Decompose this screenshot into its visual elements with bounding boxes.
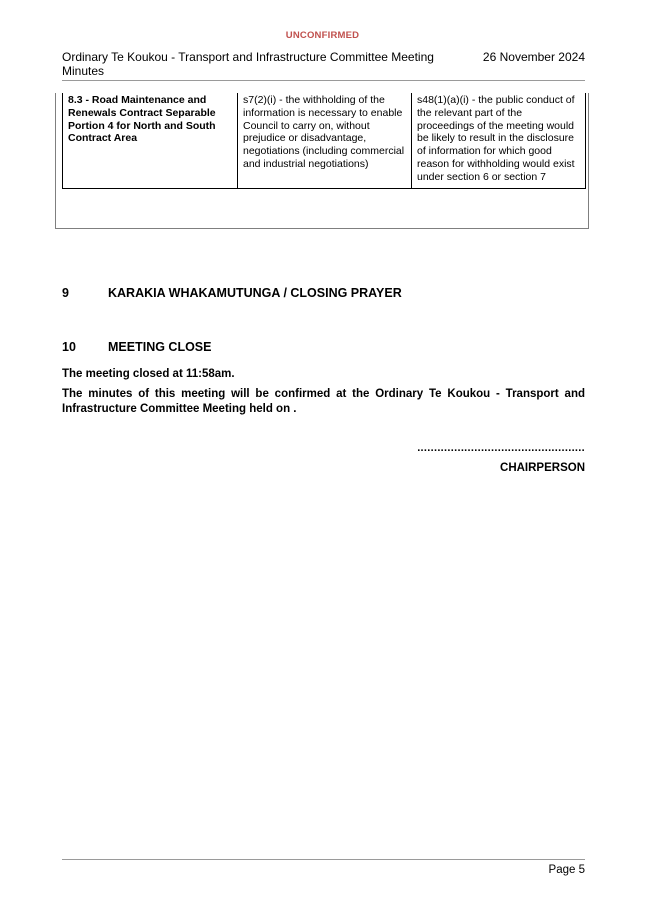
confirmation-text: The minutes of this meeting will be confirmed at the Ordinary Te Koukou - Transport and Infrastructure Committee Meeting held on .	[62, 388, 585, 415]
ground-cell: s48(1)(a)(i) - the public conduct of the relevant part of the proceedings of the meeting would be likely to result in the disclosure of information for which good reason for withholding would exist under section 6 or section 7	[412, 93, 586, 188]
header-title: Ordinary Te Koukou - Transport and Infrastructure Committee Meeting Minutes	[62, 50, 434, 78]
signature-line: ..................................................	[417, 442, 585, 454]
section-meeting-close	[62, 340, 211, 354]
meeting-closed-text: The meeting closed at 11:58am.	[62, 368, 235, 380]
footer-divider	[62, 859, 585, 860]
table-row	[63, 93, 586, 188]
page-number: Page 5	[548, 864, 585, 876]
section-closing-prayer	[62, 286, 402, 300]
header-date: 26 November 2024	[482, 50, 585, 64]
unconfirmed-label: UNCONFIRMED	[285, 30, 360, 41]
section-number: 9	[62, 286, 69, 300]
page-header	[62, 50, 585, 81]
resolution-table	[62, 93, 586, 189]
chairperson-label: CHAIRPERSON	[500, 462, 585, 474]
section-title: KARAKIA WHAKAMUTUNGA / CLOSING PRAYER	[108, 286, 402, 300]
subject-cell: 8.3 - Road Maintenance and Renewals Contract Separable Portion 4 for North and South Contract Area	[63, 93, 238, 188]
section-number: 10	[62, 340, 76, 354]
section-title: MEETING CLOSE	[108, 340, 212, 354]
reason-cell: s7(2)(i) - the withholding of the information is necessary to enable Council to carry on, without prejudice or disadvantage, negotiations (including commercial and industrial negotiations)	[238, 93, 412, 188]
